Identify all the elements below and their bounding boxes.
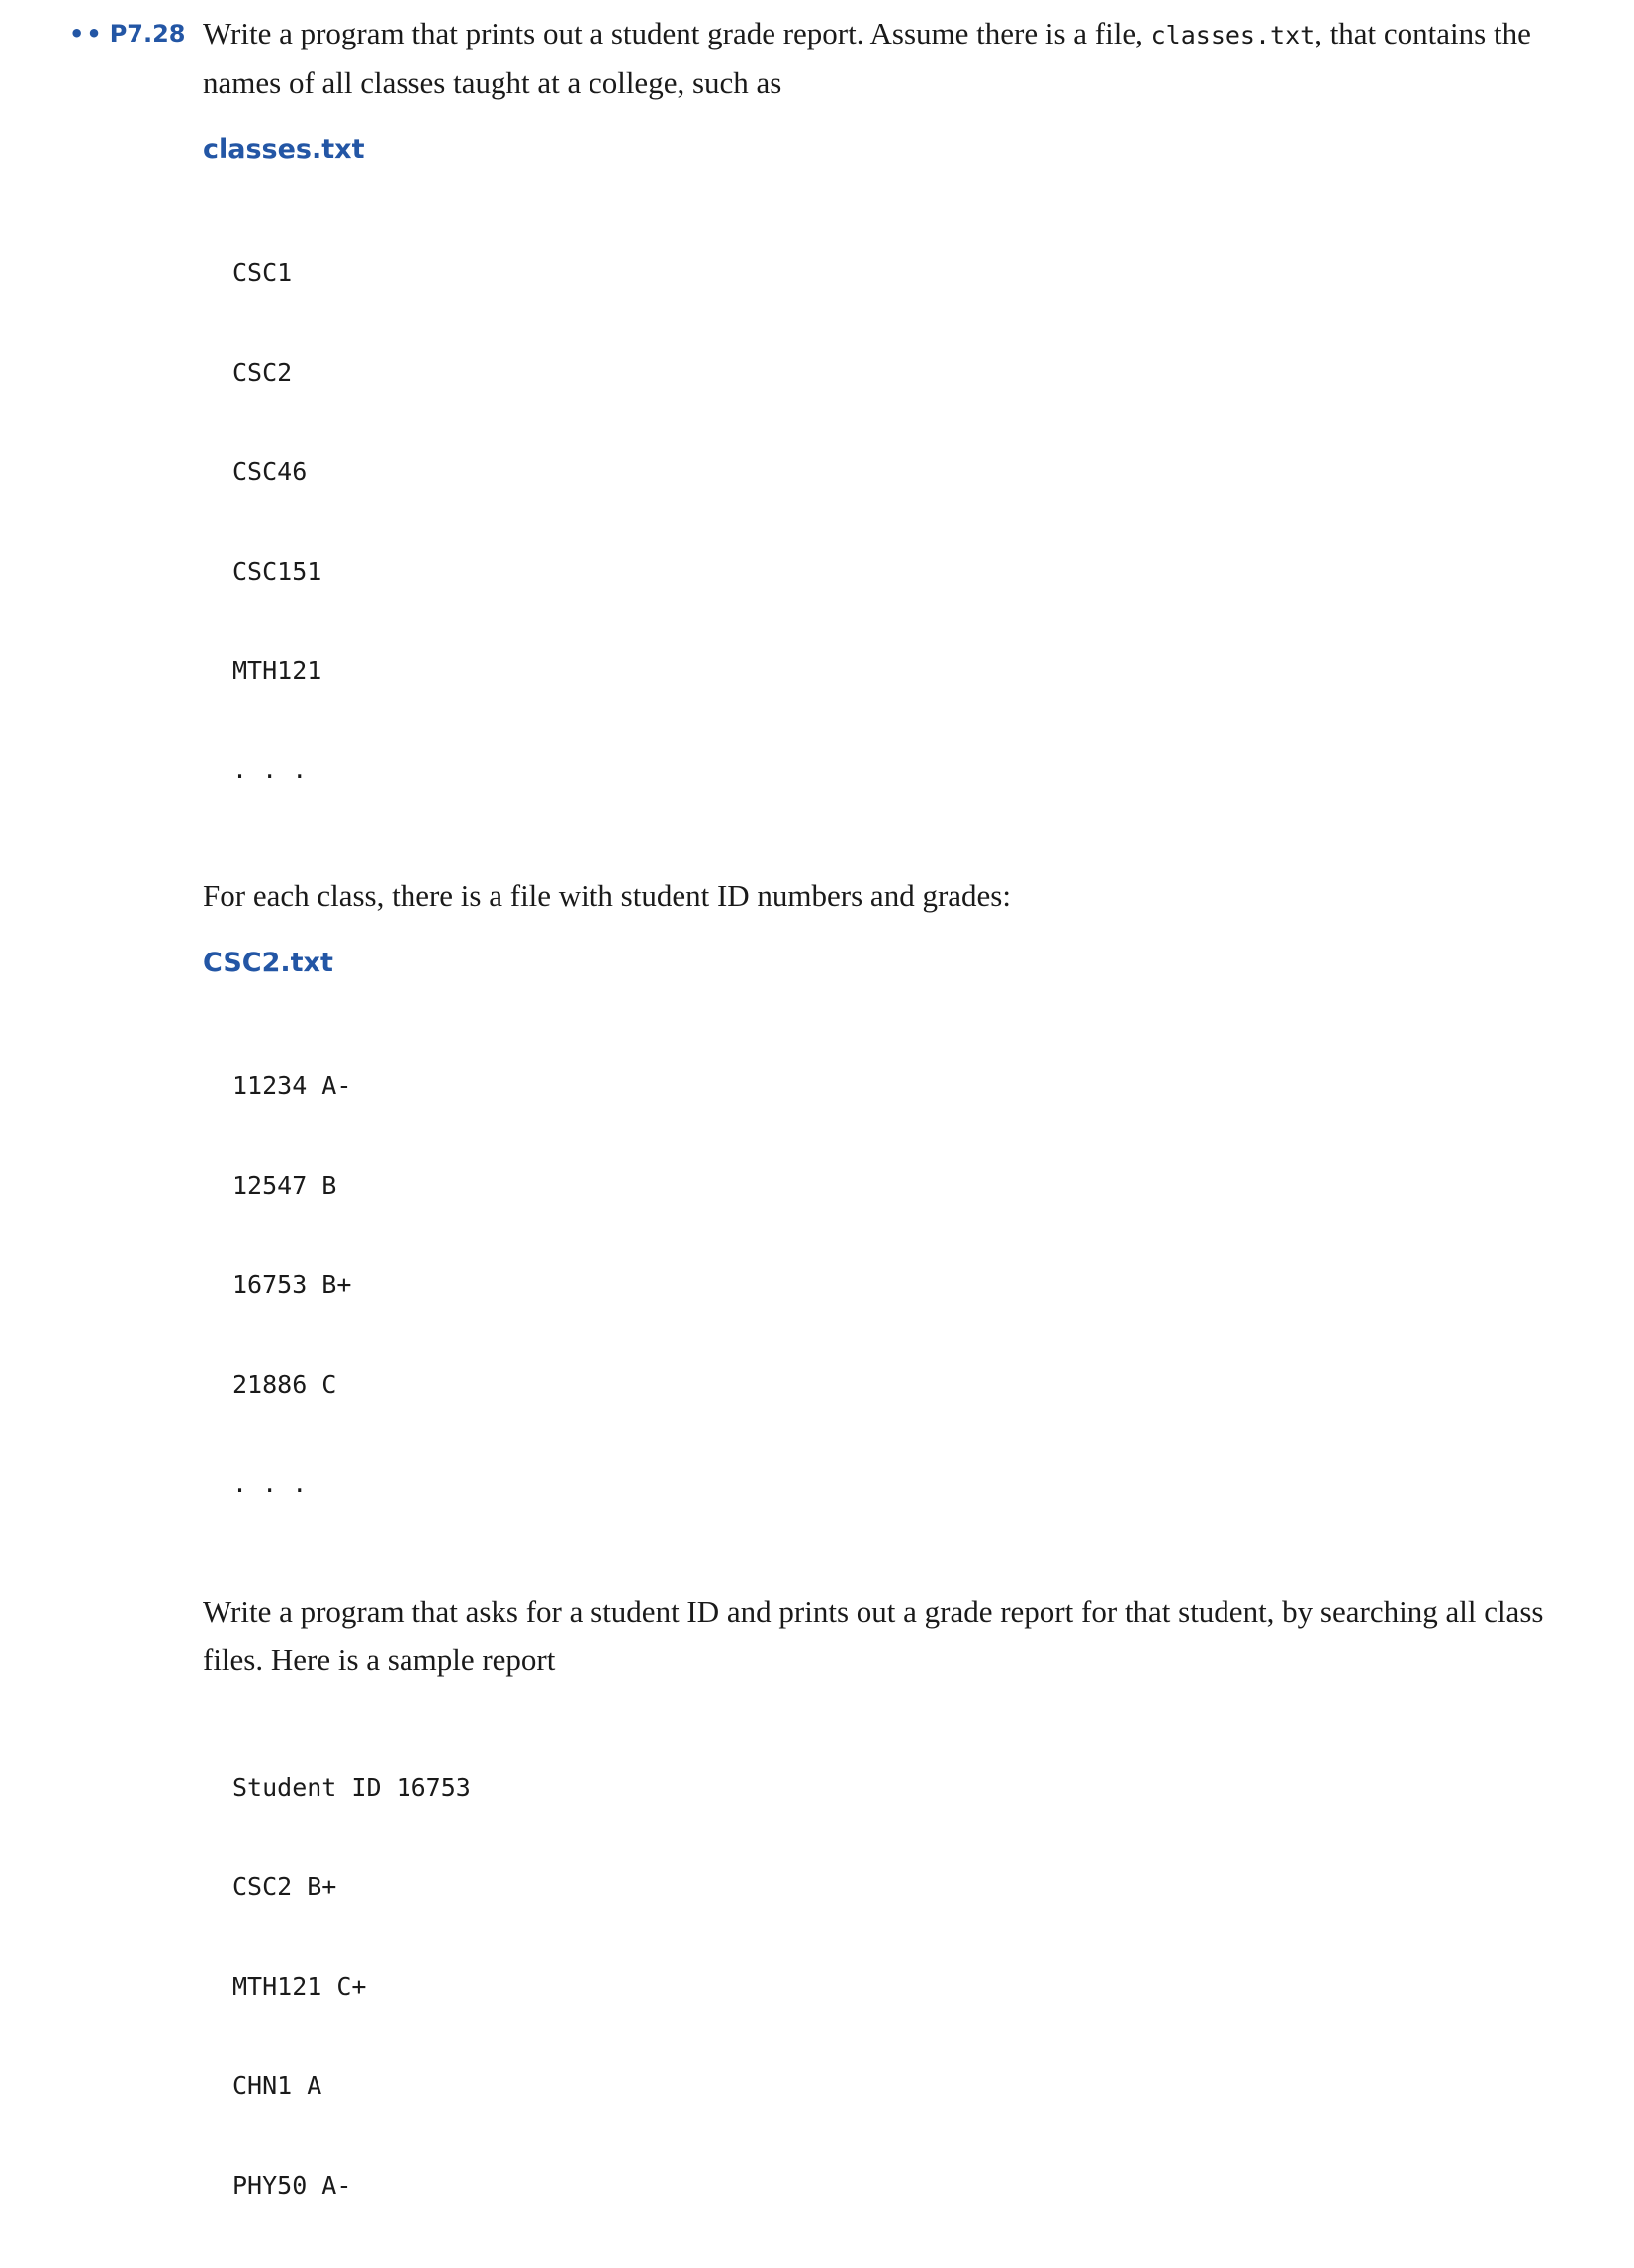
- exercise-marker: [69, 18, 186, 49]
- exercise-number: P7.28: [110, 20, 186, 47]
- code-line: Student ID 16753: [232, 1771, 1607, 1805]
- code-line: MTH121 C+: [232, 1970, 1607, 2004]
- code-line: CSC1: [232, 256, 1607, 290]
- code-line: 21886 C: [232, 1368, 1607, 1402]
- code-line: CSC46: [232, 455, 1607, 489]
- code-line: 12547 B: [232, 1169, 1607, 1203]
- second-paragraph: For each class, there is a file with student ID numbers and grades:: [203, 872, 1607, 920]
- code-line: 11234 A-: [232, 1069, 1607, 1103]
- code-block-csc2: [203, 1003, 1607, 1567]
- intro-text-before: Write a program that prints out a student grade report. Assume there is a file,: [203, 16, 1151, 50]
- difficulty-dots: ••: [69, 20, 104, 47]
- code-line: CHN1 A: [232, 2069, 1607, 2103]
- code-line: MTH121: [232, 654, 1607, 687]
- code-block-sample-report: [203, 1705, 1607, 2268]
- file-heading-csc2: CSC2.txt: [203, 946, 1607, 981]
- code-line: CSC151: [232, 555, 1607, 589]
- file-heading-classes: classes.txt: [203, 133, 1607, 168]
- intro-inline-code: classes.txt: [1151, 21, 1316, 49]
- third-paragraph: Write a program that asks for a student ID and prints out a grade report for that student, by searching all class files. Here is a sample report: [203, 1588, 1607, 1683]
- code-line: . . .: [232, 754, 1607, 787]
- code-line: PHY50 A-: [232, 2169, 1607, 2203]
- code-line: 16753 B+: [232, 1268, 1607, 1302]
- code-block-classes: [203, 190, 1607, 853]
- code-line: CSC2 B+: [232, 1870, 1607, 1904]
- exercise-content: [203, 10, 1607, 2268]
- code-line: . . .: [232, 1467, 1607, 1500]
- code-line: CSC2: [232, 356, 1607, 390]
- intro-text-after: , that contains the names of all classes taught at a college, such as: [203, 16, 1531, 100]
- intro-paragraph: [203, 10, 1607, 107]
